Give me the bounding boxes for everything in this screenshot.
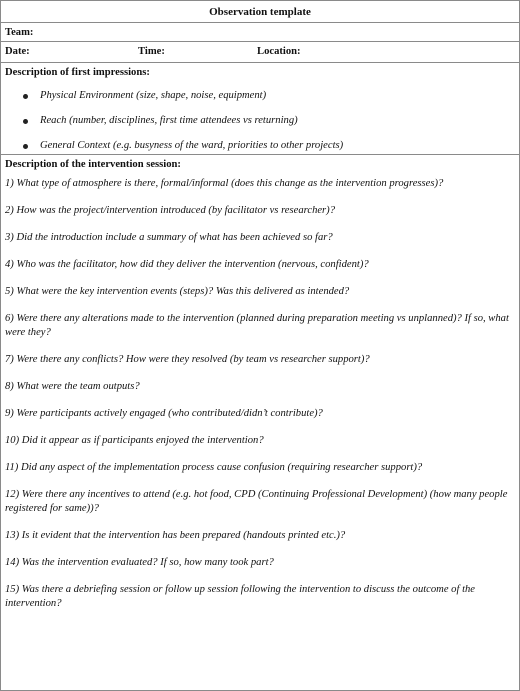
list-item (5, 90, 519, 101)
first-impression-text: Physical Environment (size, shape, noise, equipment) (40, 90, 267, 101)
question-item: 11) Did any aspect of the implementation process cause confusion (requiring researcher support)? (5, 462, 423, 473)
question-item: 14) Was the intervention evaluated? If so, how many took part? (5, 557, 274, 568)
intervention-session-section (1, 155, 519, 611)
first-impressions-heading: Description of first impressions: (5, 67, 150, 78)
list-item (5, 140, 519, 151)
time-label: Time: (138, 46, 165, 57)
question-item: 13) Is it evident that the intervention has been prepared (handouts printed etc.)? (5, 530, 346, 541)
question-item: 4) Who was the facilitator, how did they deliver the intervention (nervous, confident)? (5, 259, 369, 270)
intervention-session-heading: Description of the intervention session: (5, 159, 181, 170)
date-label: Date: (5, 46, 30, 57)
bullet-icon (23, 119, 28, 124)
team-row (1, 23, 519, 42)
question-list (5, 177, 509, 611)
table-title-row (1, 1, 519, 23)
first-impression-text: Reach (number, disciplines, first time attendees vs returning) (40, 115, 298, 126)
location-label: Location: (257, 46, 301, 57)
first-impression-text: General Context (e.g. busyness of the ward, priorities to other projects) (40, 140, 344, 151)
question-item: 2) How was the project/intervention introduced (by facilitator vs researcher)? (5, 205, 336, 216)
question-item: 15) Was there a debriefing session or follow up session following the intervention to discuss the outcome of the intervention? (5, 584, 476, 609)
question-item: 7) Were there any conflicts? How were they resolved (by team vs researcher support)? (5, 354, 370, 365)
bullet-icon (23, 94, 28, 99)
question-item: 12) Were there any incentives to attend (e.g. hot food, CPD (Continuing Professional Development) (how many people registered for same))? (5, 489, 508, 514)
first-impressions-section (1, 63, 519, 155)
question-item: 1) What type of atmosphere is there, formal/informal (does this change as the intervention progresses)? (5, 178, 444, 189)
question-item: 9) Were participants actively engaged (who contributed/didn’t contribute)? (5, 408, 323, 419)
team-label: Team: (5, 26, 34, 38)
bullet-icon (23, 144, 28, 149)
question-item: 3) Did the introduction include a summary of what has been achieved so far? (5, 232, 333, 243)
date-time-location-row (1, 42, 519, 63)
question-item: 5) What were the key intervention events (steps)? Was this delivered as intended? (5, 286, 350, 297)
question-item: 10) Did it appear as if participants enjoyed the intervention? (5, 435, 264, 446)
question-item: 8) What were the team outputs? (5, 381, 140, 392)
table-title: Observation template (209, 5, 311, 18)
list-item (5, 115, 519, 126)
first-impressions-list (5, 90, 519, 151)
question-item: 6) Were there any alterations made to the intervention (planned during preparation meeting vs unplanned)? If so, what were they? (5, 313, 509, 338)
